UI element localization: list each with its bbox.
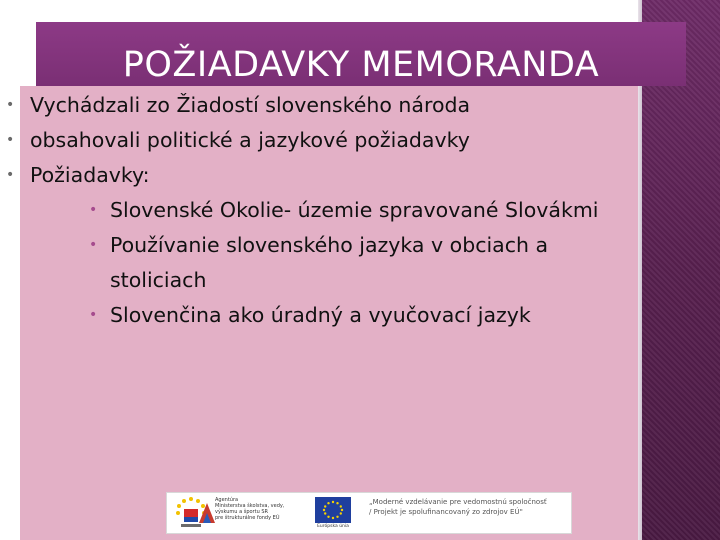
sub-bullet-text: Slovenčina ako úradný a vyučovací jazyk: [110, 303, 531, 327]
bullet-dot-icon: •: [6, 132, 15, 148]
agentura-label: Agentúra Ministerstva školstva, vedy, výskumu a športu SR pre štrukturálne fondy EÚ: [215, 497, 285, 521]
bullet-text: obsahovali politické a jazykové požiadavky: [30, 128, 470, 152]
sub-bullet-item: [0, 228, 615, 298]
agentura-logo-icon: [197, 493, 217, 533]
bullet-dot-icon: •: [89, 307, 98, 323]
eu-caption: Európska únia: [317, 524, 349, 529]
slide-title: POŽIADAVKY MEMORANDA: [122, 45, 600, 85]
bullet-item: [0, 123, 640, 158]
sub-bullet-text: Slovenské Okolie- územie spravované Slovákmi: [110, 198, 599, 222]
bullet-item: [0, 158, 640, 193]
bullet-text: Vychádzali zo Žiadostí slovenského národa: [30, 93, 471, 117]
footer-logo-strip: [166, 492, 572, 534]
bullet-dot-icon: •: [6, 97, 15, 113]
project-slogan: „Moderné vzdelávanie pre vedomostnú spoločnosť / Projekt je spolufinancovaný zo zdrojov EÚ": [369, 498, 547, 516]
bullet-text: Požiadavky:: [30, 163, 150, 187]
bullet-dot-icon: •: [6, 167, 15, 183]
bullet-dot-icon: •: [89, 202, 98, 218]
sub-bullet-item: [0, 193, 615, 228]
bullet-dot-icon: •: [89, 237, 98, 253]
bullet-item: [0, 88, 640, 123]
eu-flag-icon: [315, 497, 351, 523]
bullet-list: [0, 88, 640, 333]
sub-bullet-text: Používanie slovenského jazyka v obciach a stoliciach: [110, 233, 549, 292]
sub-bullet-item: [0, 298, 615, 333]
